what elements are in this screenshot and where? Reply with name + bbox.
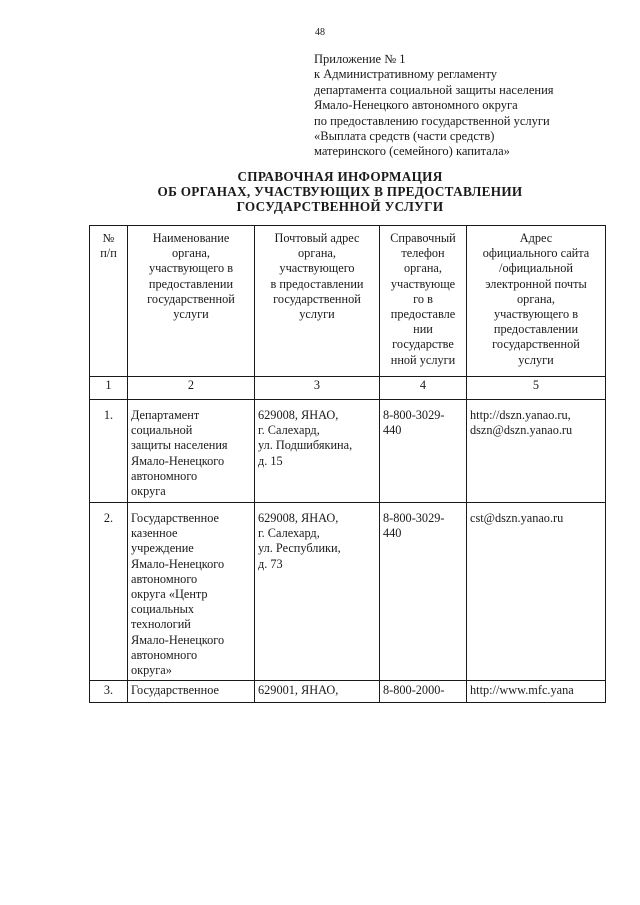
postal-address: 629008, ЯНАО, г. Салехард, ул. Республики, д. 73 <box>255 503 380 681</box>
appendix-line: департамента социальной защиты населения <box>314 82 554 97</box>
column-number: 2 <box>128 377 255 400</box>
phone: 8-800-3029- 440 <box>380 400 467 503</box>
table-row <box>90 503 606 681</box>
column-number: 5 <box>467 377 606 400</box>
header-website-email: Адрес официального сайта /официальной электронной почты органа, участвующего в предоставлении государственной услуги <box>467 226 606 377</box>
title-line: СПРАВОЧНАЯ ИНФОРМАЦИЯ <box>237 169 443 184</box>
table-row <box>90 400 606 503</box>
website-email: cst@dszn.yanao.ru <box>467 503 606 681</box>
organ-name: Государственное <box>128 681 255 703</box>
header-number: № п/п <box>90 226 128 377</box>
organ-name: Департамент социальной защиты населения Ямало-Ненецкого автономного округа <box>128 400 255 503</box>
column-number: 3 <box>255 377 380 400</box>
appendix-line: «Выплата средств (части средств) <box>314 129 495 144</box>
column-number-row <box>90 377 606 400</box>
phone: 8-800-3029- 440 <box>380 503 467 681</box>
header-phone: Справочный телефон органа, участвующе го в предоставле нии государстве нной услуги <box>380 226 467 377</box>
row-number: 1. <box>90 400 128 503</box>
title-line: ОБ ОРГАНАХ, УЧАСТВУЮЩИХ В ПРЕДОСТАВЛЕНИИ <box>157 184 523 199</box>
postal-address: 629008, ЯНАО, г. Салехард, ул. Подшибякина, д. 15 <box>255 400 380 503</box>
column-number: 4 <box>380 377 467 400</box>
header-organ-name: Наименование органа, участвующего в предоставлении государственной услуги <box>128 226 255 377</box>
postal-address: 629001, ЯНАО, <box>255 681 380 703</box>
appendix-line: Приложение № 1 <box>314 52 406 66</box>
reference-table <box>89 225 606 703</box>
appendix-line: к Административному регламенту <box>314 67 498 82</box>
table-row <box>90 681 606 703</box>
appendix-line: по предоставлению государственной услуги <box>314 113 550 128</box>
row-number: 2. <box>90 503 128 681</box>
appendix-line: материнского (семейного) капитала» <box>314 144 510 159</box>
appendix-line: Ямало-Ненецкого автономного округа <box>314 98 518 113</box>
website-email: http://www.mfc.yana <box>467 681 606 703</box>
header-postal-address: Почтовый адрес органа, участвующего в предоставлении государственной услуги <box>255 226 380 377</box>
table-header-row <box>90 226 606 377</box>
phone: 8-800-2000- <box>380 681 467 703</box>
website-email: http://dszn.yanao.ru, dszn@dszn.yanao.ru <box>467 400 606 503</box>
page-number: 48 <box>315 27 325 38</box>
row-number: 3. <box>90 681 128 703</box>
appendix-block <box>314 52 624 160</box>
title-line: ГОСУДАРСТВЕННОЙ УСЛУГИ <box>236 199 444 214</box>
column-number: 1 <box>90 377 128 400</box>
document-title <box>100 169 580 214</box>
organ-name: Государственное казенное учреждение Ямало-Ненецкого автономного округа «Центр социальных технологий Ямало-Ненецкого автономного округа» <box>128 503 255 681</box>
